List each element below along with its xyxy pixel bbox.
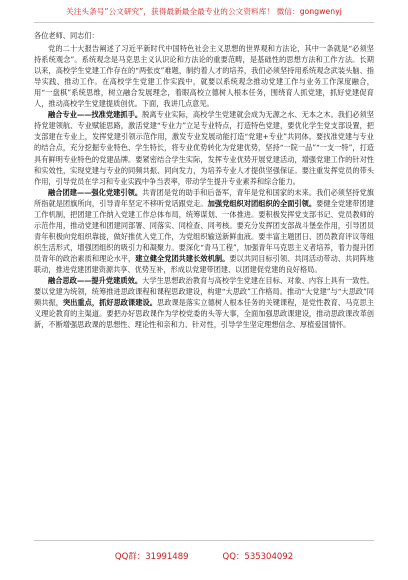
footer-qq: QQ：535304092 [222,552,294,562]
body-paragraph [34,43,374,109]
body-paragraph [34,275,374,330]
bold-heading-run: 加强党组织对团组织的全面引领。 [207,198,317,208]
bold-heading-run: 突出重点，抓好思政课建设。 [62,298,157,308]
bold-heading-run: 融合团建——强化党建引领。 [48,187,143,197]
bold-heading-run: 融合思政——提升党建质效。 [48,276,143,286]
paragraph-list [34,43,374,330]
bold-heading-run: 融合专业——找准党建抓手。 [48,110,143,120]
bold-heading-run: 建立健全党团共建长效机制。 [135,253,230,263]
text-run: 党的二十大报告阐述了习近平新时代中国特色社会主义思想的世界观和方法论，其中一条就是“必须坚持系统观念”。系统观念是马克思主义认识论和方法论的重要范畴，是基础性的思想方法和工作方法。长期以来，高校学生党建工作存在的“两张皮”难题，制约着人才的培养，我们必须坚持用系统观念武装头脑、指导实践、推动工作。在高校学生党建工作实践中，就要以系统观念推动党建工作与业务工作深度融合，用“一盘棋”系统思维，树立融合发展理念，着眼高校立德树人根本任务，围绕育人抓党建，抓好党建促育人，推动高校学生党建提质创优。下面，我讲几点意见。 [34,44,374,109]
footer-divider [34,540,374,541]
text-run: 共青团是党的助手和后备军，青年是党和国家的未来。我们必须坚持党旗所指就是团旗所向，引导青年坚定不移听党话跟党走。 [34,187,374,208]
footer-qq-group: QQ群：31991489 [114,552,189,562]
header-banner-text: 关注头条号“公文研究”，获得最新最全最专业的公文资料库！ 微信：gongwenyj [66,6,342,16]
text-run: 大学生思想政治教育与高校学生党建在目标、对象、内容上具有一致性。要以党建为统领，统筹推进思政课程和课程思政建设，构建“大思政”工作格局。推动“大党建”与“大思政”同频共振， [34,276,374,308]
body-paragraph [34,187,374,275]
header-banner [0,0,408,22]
footer [0,550,408,566]
text-run: 要健全党建带团建工作机制，把团建工作纳入党建工作总体布局，统筹谋划、一体推进。要积极发挥党支部书记、党员教师的示范作用，推动党建和团建同部署、同落实、同检查、同考核。要充分发挥团支部战斗堡垒作用，引导团员青年积极向党组织靠拢，做好推优入党工作，为党组织输送新鲜血液。要丰富主题团日、团员教育评议等组织生活形式，增强团组织的吸引力和凝聚力。要深化“青马工程”，加强青年马克思主义者培养，着力提升团员青年的政治素质和理论水平， [34,198,374,263]
text-run: 脱离专业实际，高校学生党建就会成为无源之水、无本之木。我们必须坚持党建领航、专业赋能思路，激活党建“专业力”立足专业特点，打造特色党建，要优化学生党支部设置，把支部建在专业上，发挥党建引领示范作用，激发专业发展动能打造“党建+专业”共同体。要找准党建与专业的结合点，充分挖掘专业特色、学生特长，将专业优势转化为党建优势，坚持“一院一品”“一支一特”，打造具有鲜明专业特色的党建品牌。要紧密结合学生实际，发挥专业优势开展党建活动，增强党建工作的针对性和实效性，实现党建与专业的同频共振、同向发力，为培养专业人才提供坚强保证。要注重发挥党员的带头作用，引导党员在学习和专业实践中争当表率，带动学生提升专业素养和综合能力。 [34,110,374,186]
document-body [34,30,374,536]
body-paragraph [34,109,374,186]
header-divider [34,22,374,23]
text-run: 思政课是落实立德树人根本任务的关键课程，是党性教育、马克思主义理论教育的主渠道。要把办好思政课作为学校党委的头等大事，全面加强思政课建设，推动思政课改革创新，不断增强思政课的思想性、理论性和亲和力、针对性，引导学生坚定理想信念、厚植爱国情怀。 [34,298,374,330]
salutation: 各位老师、同志们： [34,31,99,40]
text-run: 要以共同目标引领、共同活动带动、共同阵地联动，推进党建团建资源共享、优势互补，形成以党建带团建、以团建促党建的良好格局。 [34,253,374,274]
